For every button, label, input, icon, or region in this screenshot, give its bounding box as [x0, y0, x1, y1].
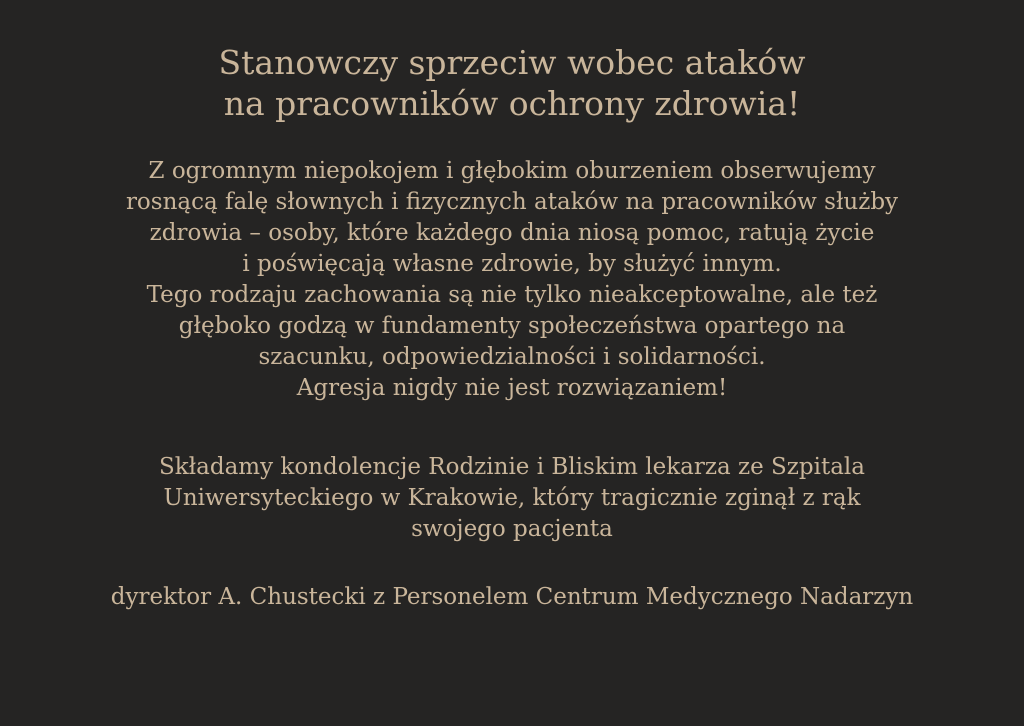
condolences-line: Uniwersyteckiego w Krakowie, który tragicznie zginął z rąk: [163, 485, 861, 511]
condolences-line: swojego pacjenta: [411, 516, 613, 542]
condolences-line: Składamy kondolencje Rodzinie i Bliskim lekarza ze Szpitala: [158, 454, 865, 480]
page-title: [0, 42, 1024, 124]
statement-line: rosnącą falę słownych i fizycznych ataków na pracowników służby: [125, 189, 899, 215]
statement-line: głęboko godzą w fundamenty społeczeństwa opartego na: [178, 313, 846, 339]
statement-line: zdrowia – osoby, które każdego dnia niosą pomoc, ratują życie: [149, 220, 875, 246]
statement-line: i poświęcają własne zdrowie, by służyć innym.: [242, 251, 782, 277]
title-line: na pracowników ochrony zdrowia!: [223, 84, 801, 123]
statement-paragraph: [40, 156, 984, 404]
statement-line: szacunku, odpowiedzialności i solidarności.: [258, 344, 766, 370]
statement-line: Tego rodzaju zachowania są nie tylko nieakceptowalne, ale też: [146, 282, 878, 308]
statement-line: Agresja nigdy nie jest rozwiązaniem!: [296, 375, 728, 401]
condolences-paragraph: [40, 452, 984, 545]
statement-line: Z ogromnym niepokojem i głębokim oburzeniem obserwujemy: [148, 158, 876, 184]
title-line: Stanowczy sprzeciw wobec ataków: [218, 43, 806, 82]
signature: [40, 582, 984, 613]
signature-line: dyrektor A. Chustecki z Personelem Centrum Medycznego Nadarzyn: [110, 584, 914, 610]
